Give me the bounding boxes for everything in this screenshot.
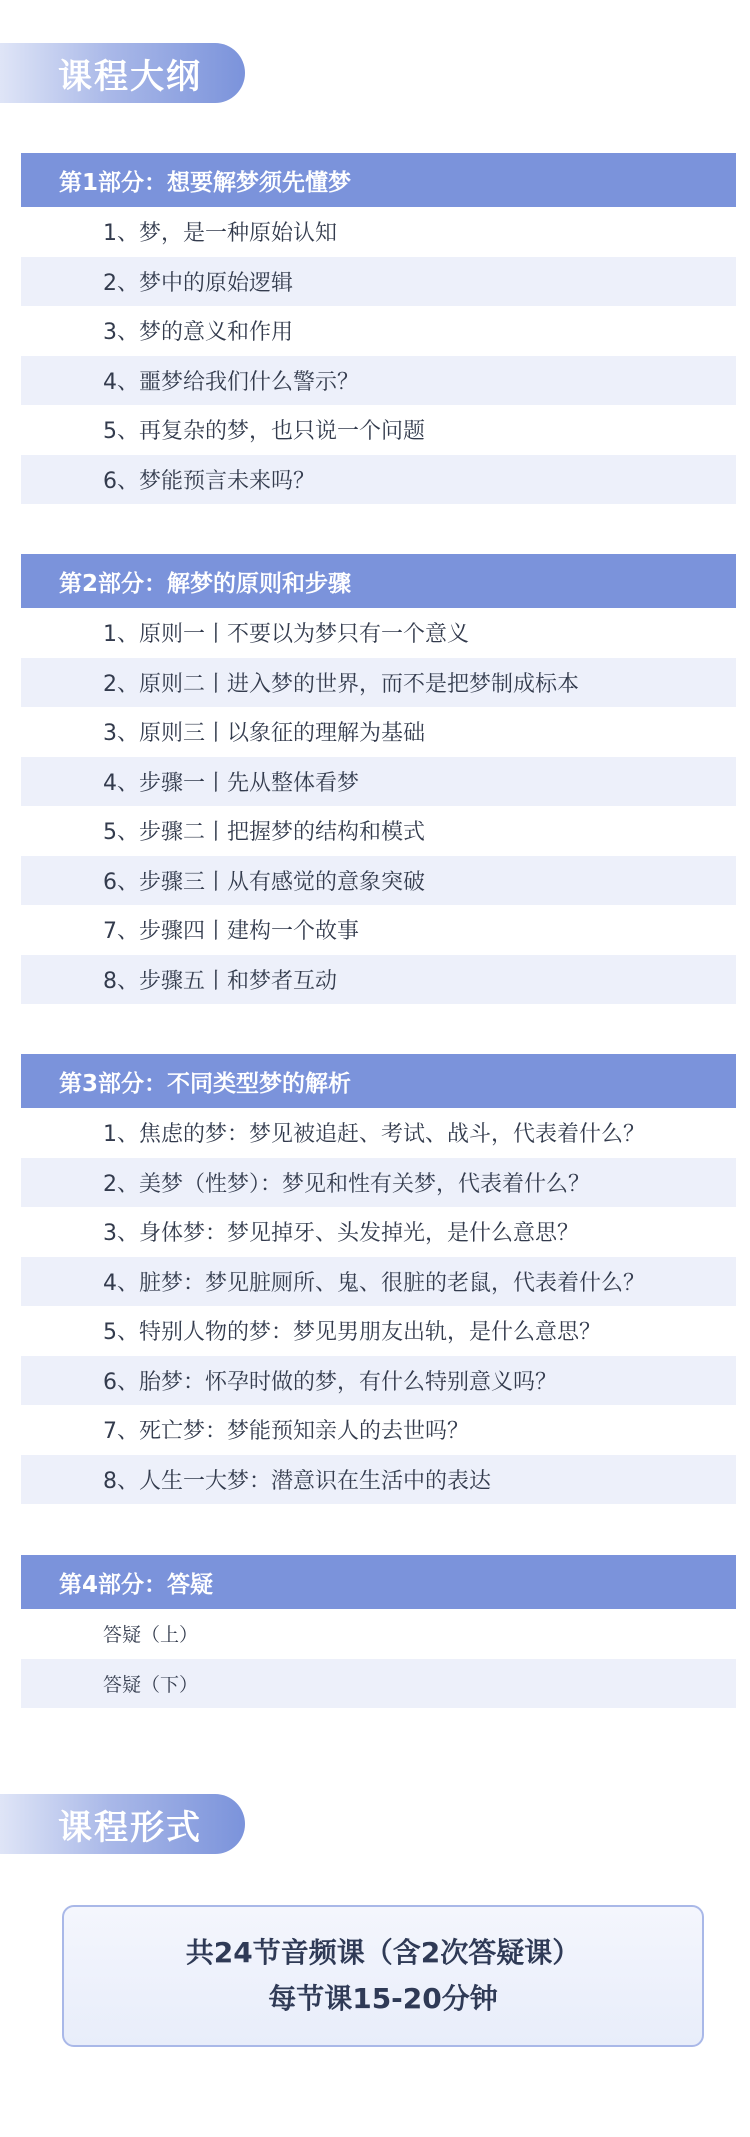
- list-item: 7、死亡梦：梦能预知亲人的去世吗？: [103, 1419, 469, 1445]
- list-item: 2、美梦（性梦）：梦见和性有关梦，代表着什么？: [21, 1158, 736, 1208]
- part-2-header: 第2部分：解梦的原则和步骤: [21, 554, 736, 608]
- list-item: 2、原则二丨进入梦的世界，而不是把梦制成标本: [21, 658, 736, 708]
- list-item: 1、原则一丨不要以为梦只有一个意义: [103, 622, 469, 648]
- part-3: [21, 1054, 736, 1504]
- part-1: [21, 153, 736, 504]
- part-4: [21, 1555, 736, 1708]
- list-item: 5、步骤二丨把握梦的结构和模式: [103, 820, 425, 846]
- list-item: 1、焦虑的梦：梦见被追赶、考试、战斗，代表着什么？: [103, 1122, 645, 1148]
- format-line-2: 每节课15-20分钟: [268, 1982, 498, 2015]
- list-item: 3、身体梦：梦见掉牙、头发掉光，是什么意思？: [103, 1221, 579, 1247]
- list-item: 6、梦能预言未来吗？: [21, 455, 736, 505]
- part-2: [21, 554, 736, 1004]
- syllabus-banner: [0, 43, 245, 103]
- list-item: 8、步骤五丨和梦者互动: [21, 955, 736, 1005]
- list-item: 5、特别人物的梦：梦见男朋友出轨，是什么意思？: [103, 1320, 601, 1346]
- list-item: 6、胎梦：怀孕时做的梦，有什么特别意义吗？: [21, 1356, 736, 1406]
- part-1-header: 第1部分：想要解梦须先懂梦: [21, 153, 736, 207]
- list-item: 3、梦的意义和作用: [103, 320, 293, 346]
- list-item: 7、步骤四丨建构一个故事: [103, 919, 359, 945]
- list-item: 1、梦，是一种原始认知: [103, 221, 337, 247]
- format-banner-label: 课程形式: [58, 1807, 202, 1848]
- list-item: 6、步骤三丨从有感觉的意象突破: [21, 856, 736, 906]
- list-item: 2、梦中的原始逻辑: [21, 257, 736, 307]
- part-4-header: 第4部分：答疑: [21, 1555, 736, 1609]
- list-item: 答疑（上）: [103, 1624, 199, 1647]
- format-banner: [0, 1794, 245, 1854]
- list-item: 4、噩梦给我们什么警示？: [21, 356, 736, 406]
- list-item: 5、再复杂的梦，也只说一个问题: [103, 419, 425, 445]
- list-item: 4、步骤一丨先从整体看梦: [21, 757, 736, 807]
- syllabus-banner-label: 课程大纲: [58, 56, 202, 97]
- course-format-box: [62, 1905, 704, 2047]
- list-item: 答疑（下）: [21, 1659, 736, 1709]
- format-line-1: 共24节音频课（含2次答疑课）: [185, 1936, 581, 1969]
- list-item: 3、原则三丨以象征的理解为基础: [103, 721, 425, 747]
- list-item: 8、人生一大梦：潜意识在生活中的表达: [21, 1455, 736, 1505]
- part-3-header: 第3部分：不同类型梦的解析: [21, 1054, 736, 1108]
- list-item: 4、脏梦：梦见脏厕所、鬼、很脏的老鼠，代表着什么？: [21, 1257, 736, 1307]
